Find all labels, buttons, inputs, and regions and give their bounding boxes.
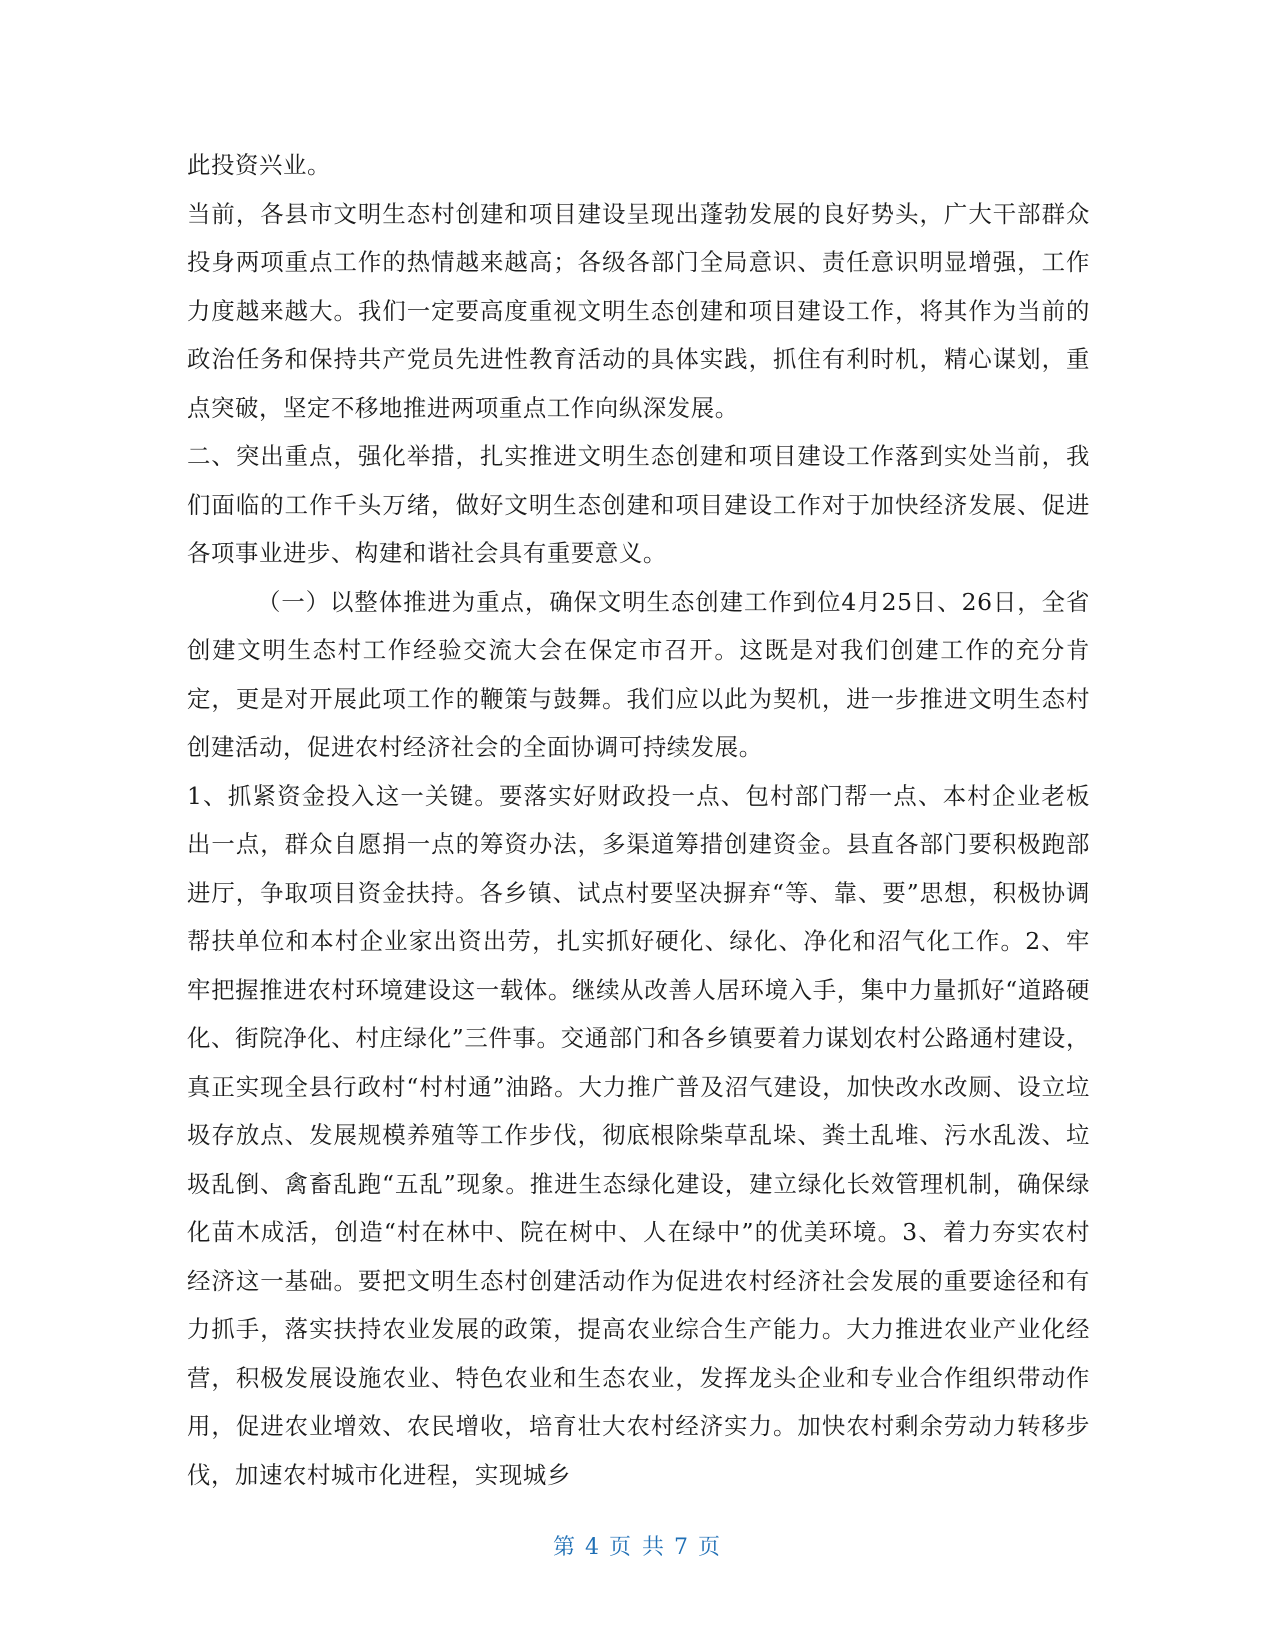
footer-page-current: 4 [585, 1535, 601, 1560]
paragraph-2: 当前，各县市文明生态村创建和项目建设呈现出蓬勃发展的良好势头，广大干部群众投身两项重点工作的热情越来越高；各级各部门全局意识、责任意识明显增强，工作力度越来越大。我们一定要高度重视文明生态创建和项目建设工作，将其作为当前的政治任务和保持共产党员先进性教育活动的具体实践，抓住有利时机，精心谋划，重点突破，坚定不移地推进两项重点工作向纵深发展。 [187, 199, 1090, 422]
paragraph-3: 二、突出重点，强化举措，扎实推进文明生态创建和项目建设工作落到实处当前，我们面临的工作千头万绪，做好文明生态创建和项目建设工作对于加快经济发展、促进各项事业进步、构建和谐社会具有重要意义。 [187, 442, 1090, 567]
footer-prefix: 第 [552, 1535, 577, 1560]
footer-middle: 页 共 [609, 1535, 666, 1560]
paragraph-5: 1、抓紧资金投入这一关键。要落实好财政投一点、包村部门帮一点、本村企业老板出一点，群众自愿捐一点的筹资办法，多渠道筹措创建资金。县直各部门要积极跑部进厅，争取项目资金扶持。各乡镇、试点村要坚决摒弃“等、靠、要”思想，积极协调帮扶单位和本村企业家出资出劳，扎实抓好硬化、绿化、净化和沼气化工作。2、牢牢把握推进农村环境建设这一载体。继续从改善人居环境入手，集中力量抓好“道路硬化、街院净化、村庄绿化”三件事。交通部门和各乡镇要着力谋划农村公路通村建设，真正实现全县行政村“村村通”油路。大力推广普及沼气建设，加快改水改厕、设立垃圾存放点、发展规模养殖等工作步伐，彻底根除柴草乱垛、粪土乱堆、污水乱泼、垃圾乱倒、禽畜乱跑“五乱”现象。推进生态绿化建设，建立绿化长效管理机制，确保绿化苗木成活，创造“村在林中、院在树中、人在绿中”的优美环境。3、着力夯实农村经济这一基础。要把文明生态村创建活动作为促进农村经济社会发展的重要途径和有力抓手，落实扶持农业发展的政策，提高农业综合生产能力。大力推进农业产业化经营，积极发展设施农业、特色农业和生态农业，发挥龙头企业和专业合作组织带动作用，促进农业增效、农民增收，培育壮大农村经济实力。加快农村剩余劳动力转移步伐，加速农村城市化进程，实现城乡 [187, 781, 1090, 1489]
page-footer [0, 1530, 1275, 1561]
paragraph-4: （一）以整体推进为重点，确保文明生态创建工作到位4月25日、26日，全省创建文明生态村工作经验交流大会在保定市召开。这既是对我们创建工作的充分肯定，更是对开展此项工作的鞭策与鼓舞。我们应以此为契机，进一步推进文明生态村创建活动，促进农村经济社会的全面协调可持续发展。 [187, 587, 1090, 761]
footer-page-total: 7 [674, 1535, 690, 1560]
footer-suffix: 页 [698, 1535, 723, 1560]
document-body [187, 141, 1090, 1499]
paragraph-1: 此投资兴业。 [187, 151, 331, 179]
